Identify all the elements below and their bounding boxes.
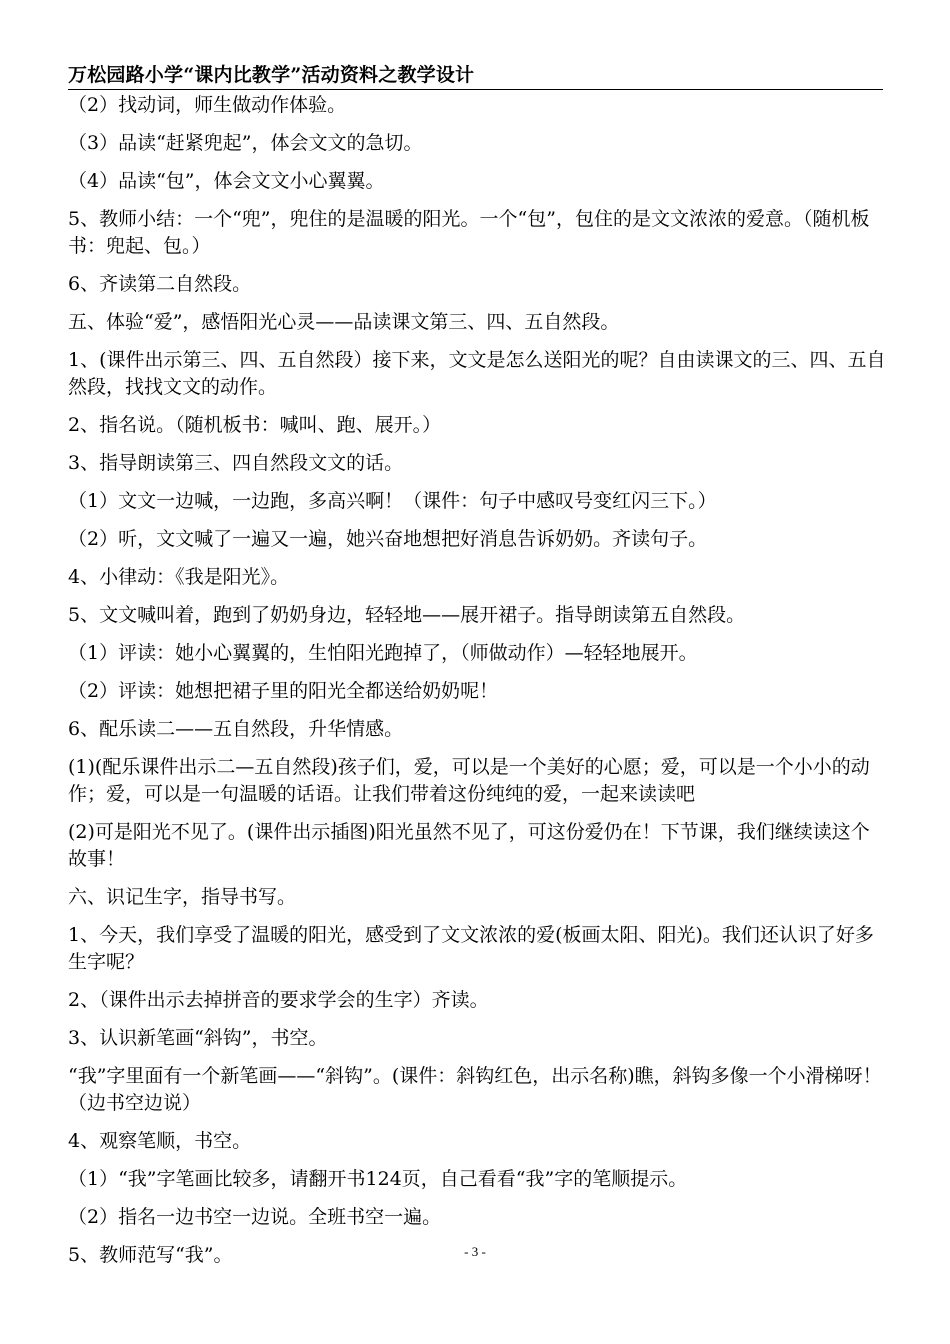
paragraph: （3）品读“赶紧兜起”，体会文文的急切。 [68,132,423,154]
paragraph: （2）找动词，师生做动作体验。 [68,94,347,116]
paragraph: 6、齐读第二自然段。 [68,273,252,295]
paragraph: (1)(配乐课件出示二—五自然段)孩子们，爱，可以是一个美好的心愿；爱，可以是一个小小的动作；爱，可以是一句温暖的话语。让我们带着这份纯纯的爱，一起来读读吧 [68,756,870,805]
page-header: 万松园路小学“课内比教学”活动资料之教学设计 [68,64,475,86]
paragraph: （2）评读：她想把裙子里的阳光全都送给奶奶呢！ [68,680,499,702]
paragraph: （1）评读：她小心翼翼的，生怕阳光跑掉了，（师做动作）—轻轻地展开。 [68,642,698,664]
paragraph: 2、（课件出示去掉拼音的要求学会的生字）齐读。 [68,989,489,1011]
paragraph: 5、教师范写“我”。 [68,1244,233,1266]
page-number: - 3 - [464,1244,486,1259]
paragraph: 4、小律动：《我是阳光》。 [68,566,290,588]
section-heading: 六、识记生字，指导书写。 [68,886,297,908]
paragraph: 5、教师小结：一个“兜”，兜住的是温暖的阳光。一个“包”，包住的是文文浓浓的爱意。（随机板书：兜起、包。） [68,208,870,257]
paragraph: （4）品读“包”，体会文文小心翼翼。 [68,170,385,192]
paragraph: （1）文文一边喊，一边跑，多高兴啊！（课件：句子中感叹号变红闪三下。） [68,490,717,512]
paragraph: (2)可是阳光不见了。(课件出示插图)阳光虽然不见了，可这份爱仍在！下节课，我们继续读这个故事！ [68,821,870,870]
paragraph: （2）指名一边书空一边说。全班书空一遍。 [68,1206,442,1228]
document-body [68,92,888,1280]
paragraph: 3、指导朗读第三、四自然段文文的话。 [68,452,404,474]
paragraph: 5、文文喊叫着，跑到了奶奶身边，轻轻地——展开裙子。指导朗读第五自然段。 [68,604,746,626]
paragraph: 1、今天，我们享受了温暖的阳光，感受到了文文浓浓的爱(板画太阳、阳光)。我们还认识了好多生字呢？ [68,924,874,973]
paragraph: “我”字里面有一个新笔画——“斜钩”。(课件：斜钩红色，出示名称)瞧，斜钩多像一个小滑梯呀！（边书空边说） [68,1065,882,1114]
paragraph: （1）“我”字笔画比较多，请翻开书124页，自己看看“我”字的笔顺提示。 [68,1168,688,1190]
paragraph: 4、观察笔顺，书空。 [68,1130,252,1152]
section-heading: 五、体验“爱”，感悟阳光心灵——品读课文第三、四、五自然段。 [68,311,620,333]
paragraph: 2、指名说。（随机板书：喊叫、跑、展开。） [68,414,442,436]
paragraph: 3、认识新笔画“斜钩”，书空。 [68,1027,328,1049]
paragraph: （2）听，文文喊了一遍又一遍，她兴奋地想把好消息告诉奶奶。齐读句子。 [68,528,708,550]
paragraph: 1、(课件出示第三、四、五自然段）接下来，文文是怎么送阳光的呢？自由读课文的三、四、五自然段，找找文文的动作。 [68,349,886,398]
paragraph: 6、配乐读二——五自然段，升华情感。 [68,718,404,740]
header-divider [68,89,883,90]
